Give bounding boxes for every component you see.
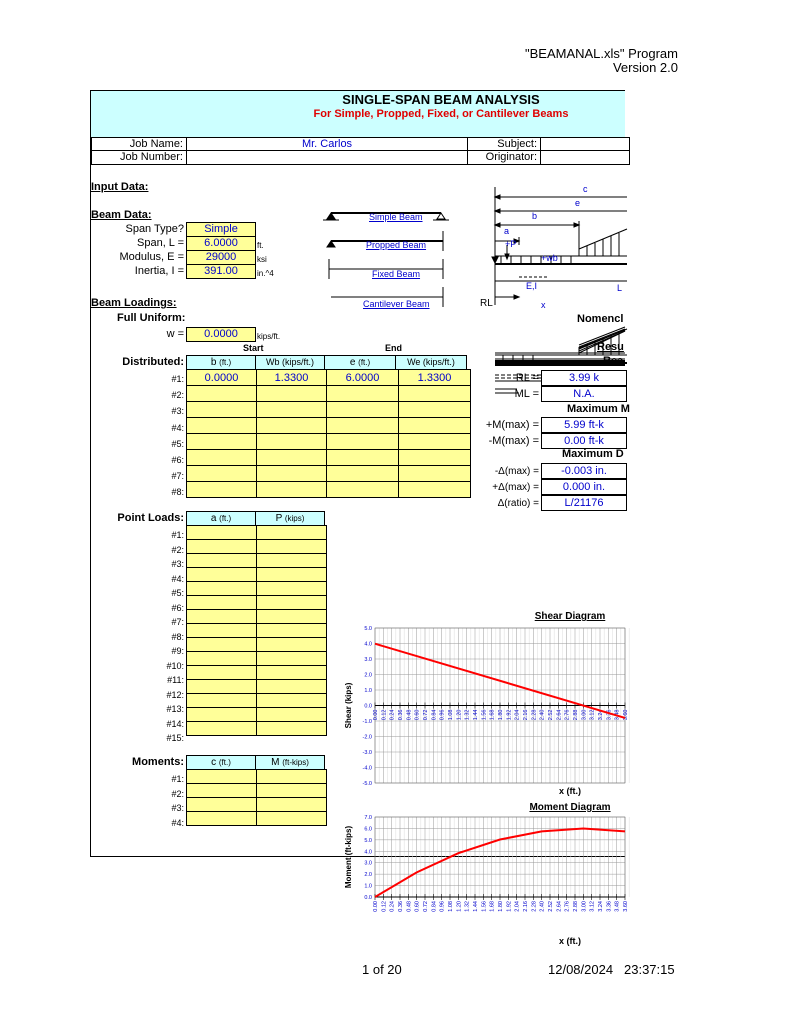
row-label: #13: — [166, 704, 184, 714]
beam-loadings-heading: Beam Loadings: — [91, 297, 177, 309]
row-label: #2: — [171, 390, 184, 401]
x-tick-label: 2.28 — [531, 901, 538, 912]
sketch-x-label: x — [541, 300, 546, 310]
x-tick-label: 0.24 — [389, 709, 396, 721]
simple-beam-link[interactable]: Simple Beam — [369, 212, 423, 222]
y-tick-label: -1.0 — [362, 719, 372, 725]
x-tick-label: 0.00 — [373, 901, 379, 912]
y-tick-label: 2.0 — [364, 872, 372, 879]
x-tick-label: 2.64 — [556, 901, 563, 912]
x-tick-label: 3.00 — [581, 901, 588, 912]
y-tick-label: 3.0 — [364, 860, 372, 867]
dneg-label: -Δ(max) = — [494, 466, 539, 477]
y-axis-label: Shear (kips) — [344, 682, 353, 729]
col-b-header: b (ft.) — [186, 355, 256, 370]
reactions-heading: Rea — [603, 355, 624, 367]
x-tick-label: 2.52 — [548, 901, 554, 912]
sketch-ei-label: E,I — [526, 281, 538, 291]
sheet-subtitle: For Simple, Propped, Fixed, or Cantilever Beams — [313, 108, 569, 120]
moment-input[interactable] — [187, 770, 257, 784]
beam-data-heading: Beam Data: — [91, 209, 152, 221]
x-tick-label: 0.24 — [389, 901, 396, 912]
point-load-input[interactable] — [257, 694, 327, 708]
row-label: #1: — [171, 530, 184, 540]
point-load-input[interactable] — [257, 680, 327, 694]
x-tick-label: 3.12 — [589, 901, 596, 912]
distributed-wb-input[interactable] — [257, 418, 327, 434]
point-load-input[interactable] — [257, 652, 327, 666]
dneg-value: -0.003 in. — [541, 463, 627, 479]
point-load-input[interactable] — [187, 526, 257, 540]
y-tick-label: 5.0 — [364, 626, 372, 632]
row-label: #9: — [171, 646, 184, 656]
x-tick-label: 0.72 — [423, 901, 429, 912]
modulus-input[interactable]: 29000 — [186, 250, 256, 265]
x-tick-label: 2.76 — [564, 901, 571, 912]
moment-input[interactable] — [257, 798, 327, 812]
w-unit: kips/ft. — [257, 332, 281, 341]
moment-input[interactable] — [257, 812, 327, 826]
point-load-input[interactable] — [257, 554, 327, 568]
modulus-label: Modulus, E = — [119, 251, 184, 263]
x-tick-label: 2.40 — [539, 901, 546, 912]
mneg-label: -M(max) = — [488, 435, 539, 447]
x-tick-label: 1.68 — [489, 901, 496, 912]
job-number-field[interactable] — [186, 150, 468, 165]
x-tick-label: 3.36 — [606, 709, 613, 721]
y-tick-label: 5.0 — [364, 837, 372, 844]
distributed-we-input[interactable] — [399, 418, 471, 434]
row-label: #8: — [171, 631, 184, 642]
distributed-e-input[interactable] — [327, 434, 399, 450]
col-m-header: M (ft-kips) — [255, 755, 325, 770]
end-label: End — [385, 343, 402, 353]
y-tick-label: 4.0 — [364, 849, 372, 856]
page-number: 1 of 20 — [362, 962, 402, 977]
x-tick-label: 1.08 — [448, 901, 454, 912]
sketch-l-label: L — [617, 283, 623, 293]
x-tick-label: 0.60 — [414, 901, 421, 912]
moment-input[interactable] — [187, 812, 257, 826]
point-load-input[interactable] — [187, 708, 257, 722]
x-tick-label: 0.60 — [414, 709, 421, 721]
x-tick-label: 2.40 — [539, 709, 546, 721]
moment-input[interactable] — [257, 784, 327, 798]
full-uniform-label: Full Uniform: — [117, 312, 186, 324]
x-tick-label: 1.20 — [456, 709, 463, 721]
y-tick-label: -4.0 — [362, 765, 372, 772]
y-tick-label: -2.0 — [362, 734, 372, 741]
point-load-input[interactable] — [187, 666, 257, 680]
row-label: #1: — [171, 774, 184, 784]
distributed-wb-input[interactable]: 1.3300 — [257, 370, 327, 386]
row-label: #2: — [171, 788, 184, 799]
distributed-we-input[interactable]: 1.3300 — [399, 370, 471, 386]
point-load-input[interactable] — [257, 526, 327, 540]
x-tick-label: 1.80 — [498, 709, 504, 721]
subject-field[interactable] — [540, 137, 630, 151]
col-a-header: a (ft.) — [186, 511, 256, 526]
y-tick-label: 2.0 — [364, 672, 372, 679]
sketch-rl-label: RL — [480, 298, 493, 309]
x-tick-label: 1.32 — [464, 709, 471, 721]
point-load-input[interactable] — [257, 708, 327, 722]
cantilever-beam-link[interactable]: Cantilever Beam — [363, 299, 430, 309]
inertia-unit: in.^4 — [257, 269, 274, 278]
x-tick-label: 1.20 — [456, 901, 463, 912]
x-tick-label: 2.64 — [556, 709, 563, 721]
distributed-b-input[interactable] — [187, 402, 257, 418]
y-tick-label: 4.0 — [364, 641, 372, 648]
x-tick-label: 0.36 — [398, 901, 404, 912]
x-tick-label: 0.48 — [406, 901, 413, 912]
max-deflection-heading: Maximum D — [562, 448, 624, 460]
footer-date: 12/08/2024 — [548, 962, 614, 977]
dpos-label: +Δ(max) = — [492, 482, 539, 493]
y-tick-label: 7.0 — [364, 815, 372, 821]
x-tick-label: 0.84 — [431, 709, 438, 721]
dpos-value: 0.000 in. — [541, 479, 627, 495]
row-label: #4: — [171, 422, 184, 433]
row-label: #3: — [171, 803, 184, 813]
modulus-unit: ksi — [257, 255, 267, 264]
fixed-beam-link[interactable]: Fixed Beam — [372, 269, 421, 279]
program-name: "BEAMANAL.xls" Program — [525, 46, 678, 61]
ml-label: ML = — [514, 388, 539, 400]
x-tick-label: 0.96 — [439, 709, 446, 721]
w-input[interactable]: 0.0000 — [186, 327, 256, 342]
distributed-e-input[interactable]: 6.0000 — [327, 370, 399, 386]
span-type-label: Span Type? — [125, 223, 184, 235]
x-tick-label: 3.48 — [614, 901, 621, 912]
x-tick-label: 2.88 — [573, 901, 579, 912]
x-tick-label: 0.72 — [423, 709, 429, 721]
sketch-b-label: b — [532, 211, 538, 221]
distributed-e-input[interactable] — [327, 418, 399, 434]
row-label: #6: — [171, 602, 184, 613]
x-tick-label: 3.24 — [598, 901, 604, 912]
sketch-wb-label: +wb — [541, 253, 558, 263]
row-label: #15: — [166, 733, 184, 743]
distributed-e-input[interactable] — [327, 386, 399, 402]
nomenclature-heading: Nomencl — [577, 313, 624, 325]
point-load-input[interactable] — [187, 638, 257, 652]
distributed-table — [186, 369, 471, 498]
distributed-wb-input[interactable] — [257, 482, 327, 498]
sheet-title: SINGLE-SPAN BEAM ANALYSIS — [342, 92, 540, 107]
span-input[interactable]: 6.0000 — [186, 236, 256, 251]
point-load-input[interactable] — [187, 610, 257, 624]
distributed-wb-input[interactable] — [257, 450, 327, 466]
distributed-b-input[interactable] — [187, 482, 257, 498]
y-tick-label: 0.0 — [364, 703, 372, 710]
distributed-b-input[interactable]: 0.0000 — [187, 370, 257, 386]
x-tick-label: 3.48 — [614, 709, 621, 721]
x-tick-label: 0.36 — [398, 709, 404, 721]
col-wb-header: Wb (kips/ft.) — [255, 355, 325, 370]
x-tick-label: 1.80 — [498, 901, 504, 912]
row-label: #3: — [171, 559, 184, 569]
point-load-input[interactable] — [187, 624, 257, 638]
row-label: #7: — [171, 617, 184, 627]
point-load-input[interactable] — [257, 610, 327, 624]
point-load-input[interactable] — [257, 722, 327, 736]
rl-value: 3.99 k — [541, 370, 627, 386]
col-e-header: e (ft.) — [324, 355, 396, 370]
row-label: #2: — [171, 544, 184, 555]
x-tick-label: 2.28 — [531, 709, 538, 721]
x-tick-label: 0.96 — [439, 901, 446, 912]
col-p-header: P (kips) — [255, 511, 325, 526]
distributed-we-input[interactable] — [399, 386, 471, 402]
originator-field[interactable] — [540, 150, 630, 165]
x-tick-label: 2.04 — [514, 901, 521, 912]
col-c-header: c (ft.) — [186, 755, 256, 770]
subject-label: Subject: — [467, 137, 541, 151]
moment-diagram — [331, 711, 629, 946]
footer-time: 23:37:15 — [624, 962, 675, 977]
row-label: #11: — [167, 675, 184, 685]
y-tick-label: -3.0 — [362, 750, 372, 756]
x-tick-label: 0.84 — [431, 901, 438, 912]
x-tick-label: 3.60 — [623, 709, 629, 721]
x-tick-label: 1.56 — [481, 901, 488, 912]
x-tick-label: 1.44 — [473, 901, 479, 912]
moment-input[interactable] — [257, 770, 327, 784]
distributed-b-input[interactable] — [187, 418, 257, 434]
distributed-wb-input[interactable] — [257, 434, 327, 450]
row-label: #5: — [171, 588, 184, 598]
job-number-label: Job Number: — [91, 150, 187, 165]
point-load-input[interactable] — [187, 596, 257, 610]
x-tick-label: 0.12 — [381, 709, 388, 721]
x-tick-label: 1.92 — [506, 901, 513, 912]
worksheet — [90, 90, 630, 946]
row-label: #6: — [171, 455, 184, 465]
point-load-input[interactable] — [257, 624, 327, 638]
row-label: #4: — [171, 573, 184, 584]
point-load-input[interactable] — [257, 596, 327, 610]
distributed-e-input[interactable] — [327, 482, 399, 498]
x-tick-label: 1.68 — [489, 709, 496, 721]
inertia-input[interactable]: 391.00 — [186, 264, 256, 279]
distributed-we-input[interactable] — [399, 434, 471, 450]
row-label: #14: — [166, 718, 184, 729]
distributed-wb-input[interactable] — [257, 386, 327, 402]
distributed-e-input[interactable] — [327, 450, 399, 466]
point-load-input[interactable] — [187, 652, 257, 666]
point-loads-label: Point Loads: — [117, 512, 184, 524]
start-label: Start — [243, 343, 264, 353]
distributed-b-input[interactable] — [187, 434, 257, 450]
x-tick-label: 0.48 — [406, 709, 413, 721]
moments-table — [186, 769, 327, 826]
mpos-label: +M(max) = — [485, 419, 539, 431]
x-tick-label: 3.12 — [589, 709, 596, 721]
x-tick-label: 1.08 — [448, 709, 454, 721]
point-load-input[interactable] — [187, 554, 257, 568]
dratio-value: L/21176 — [541, 495, 627, 511]
point-load-input[interactable] — [187, 568, 257, 582]
results-heading: Resu — [597, 341, 624, 353]
x-tick-label: 3.00 — [581, 709, 588, 721]
originator-label: Originator: — [467, 150, 541, 165]
distributed-e-input[interactable] — [327, 466, 399, 482]
distributed-b-input[interactable] — [187, 386, 257, 402]
sketch-e-label: e — [575, 198, 581, 208]
sketch-p-label: +P — [505, 239, 517, 249]
col-we-header: We (kips/ft.) — [395, 355, 467, 370]
program-version: Version 2.0 — [612, 60, 678, 75]
job-name-field[interactable]: Mr. Carlos — [186, 137, 468, 151]
moments-label: Moments: — [132, 756, 184, 768]
x-axis-label: x (ft.) — [559, 786, 581, 796]
mpos-value: 5.99 ft-k — [541, 417, 627, 433]
y-axis-label: Moment (ft-kips) — [344, 825, 353, 889]
x-tick-label: 2.76 — [564, 709, 571, 721]
chart-title: Moment Diagram — [529, 802, 611, 813]
row-label: #5: — [171, 438, 184, 449]
row-label: #10: — [166, 660, 184, 671]
y-tick-label: 1.0 — [364, 883, 372, 890]
propped-beam-link[interactable]: Propped Beam — [366, 240, 427, 250]
distributed-we-input[interactable] — [399, 402, 471, 418]
point-load-input[interactable] — [257, 666, 327, 680]
x-tick-label: 1.44 — [473, 709, 479, 721]
span-unit: ft. — [257, 241, 264, 250]
inertia-label: Inertia, I = — [134, 265, 184, 277]
x-axis-label: x (ft.) — [559, 936, 581, 946]
x-tick-label: 1.56 — [481, 709, 488, 721]
moment-input[interactable] — [187, 798, 257, 812]
sketch-a-label: a — [504, 226, 510, 236]
distributed-wb-input[interactable] — [257, 466, 327, 482]
distributed-b-input[interactable] — [187, 450, 257, 466]
ml-value: N.A. — [541, 386, 627, 402]
distributed-wb-input[interactable] — [257, 402, 327, 418]
dratio-label: Δ(ratio) = — [497, 498, 539, 509]
sketch-c-label: c — [583, 184, 588, 194]
x-tick-label: 3.60 — [623, 901, 629, 912]
x-tick-label: 2.04 — [514, 709, 521, 721]
title-banner — [91, 91, 625, 137]
max-moment-heading: Maximum M — [567, 403, 630, 415]
shear-diagram — [331, 516, 629, 796]
row-label: #12: — [166, 689, 184, 700]
input-data-heading: Input Data: — [91, 181, 149, 193]
y-tick-label: 1.0 — [364, 688, 372, 694]
job-name-label: Job Name: — [91, 137, 187, 151]
x-tick-label: 2.52 — [548, 709, 554, 721]
distributed-we-input[interactable] — [399, 466, 471, 482]
span-label: Span, L = — [137, 237, 184, 249]
x-tick-label: 2.16 — [523, 709, 529, 721]
row-label: #1: — [171, 374, 184, 384]
point-load-input[interactable] — [187, 694, 257, 708]
span-type-select[interactable]: Simple — [186, 222, 256, 237]
distributed-e-input[interactable] — [327, 402, 399, 418]
y-tick-label: -5.0 — [362, 781, 372, 787]
point-load-input[interactable] — [257, 582, 327, 596]
point-load-input[interactable] — [257, 540, 327, 554]
distributed-we-input[interactable] — [399, 482, 471, 498]
x-tick-label: 3.36 — [606, 901, 613, 912]
mneg-value: 0.00 ft-k — [541, 433, 627, 449]
point-load-input[interactable] — [257, 638, 327, 652]
x-tick-label: 2.88 — [573, 709, 579, 721]
point-load-input[interactable] — [187, 582, 257, 596]
point-load-input[interactable] — [187, 722, 257, 736]
point-loads-table — [186, 525, 327, 736]
point-load-input[interactable] — [187, 540, 257, 554]
w-label: w = — [166, 328, 184, 340]
x-tick-label: 1.32 — [464, 901, 471, 912]
distributed-label: Distributed: — [122, 356, 184, 368]
y-tick-label: 3.0 — [364, 657, 372, 663]
row-label: #7: — [171, 471, 184, 482]
y-tick-label: 0.0 — [364, 895, 372, 901]
y-tick-label: 6.0 — [364, 826, 372, 833]
rl-label: RL = — [515, 372, 539, 384]
chart-title: Shear Diagram — [534, 611, 606, 622]
row-label: #8: — [171, 487, 184, 498]
x-tick-label: 3.24 — [598, 709, 604, 721]
distributed-we-input[interactable] — [399, 450, 471, 466]
point-load-input[interactable] — [257, 568, 327, 582]
x-tick-label: 1.92 — [506, 709, 513, 721]
distributed-b-input[interactable] — [187, 466, 257, 482]
row-label: #4: — [171, 817, 184, 828]
moment-input[interactable] — [187, 784, 257, 798]
x-tick-label: 0.00 — [373, 709, 379, 721]
x-tick-label: 0.12 — [381, 901, 388, 912]
point-load-input[interactable] — [187, 680, 257, 694]
x-tick-label: 2.16 — [523, 901, 529, 912]
row-label: #3: — [171, 406, 184, 417]
